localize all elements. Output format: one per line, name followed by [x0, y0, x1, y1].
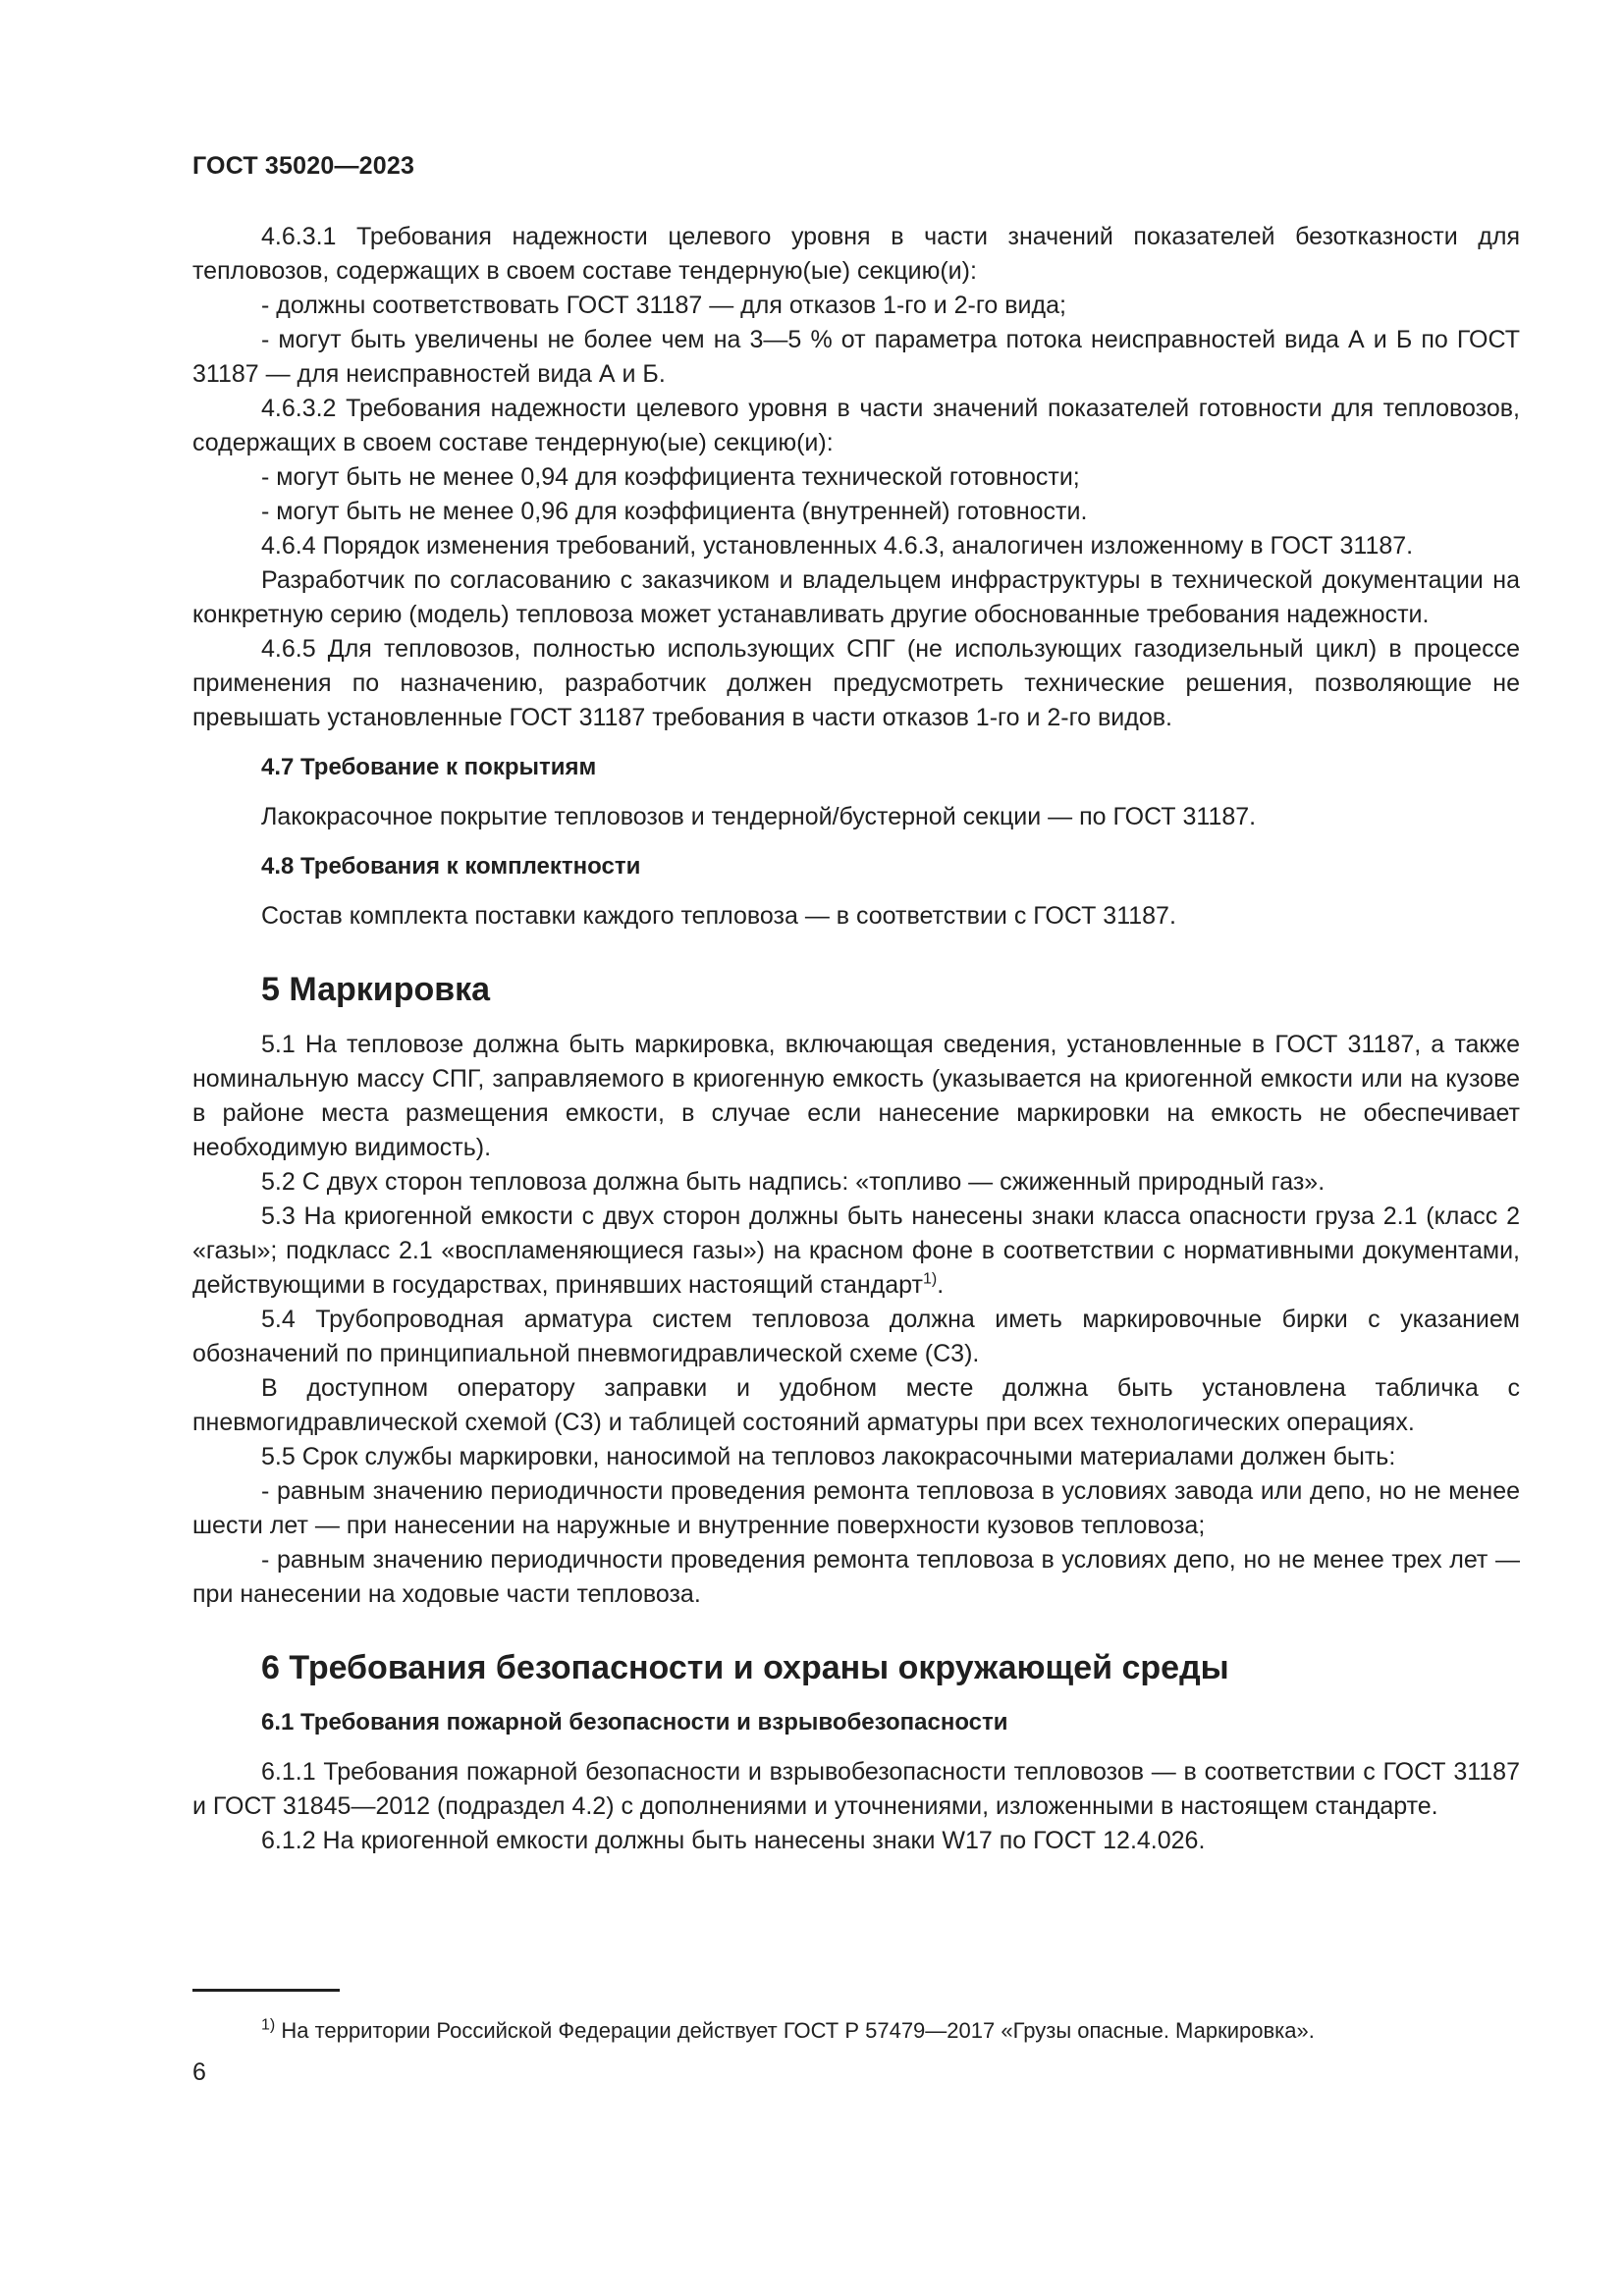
- footnote: [261, 2016, 1315, 2046]
- footnote-text: На территории Российской Федерации действует ГОСТ Р 57479—2017 «Грузы опасные. Маркировка».: [275, 2018, 1315, 2043]
- heading-4-7: 4.7 Требование к покрытиям: [261, 754, 597, 780]
- clause-5-5: 5.5 Срок службы маркировки, наносимой на тепловоз лакокрасочными материалами должен быть:: [261, 1443, 1396, 1470]
- clause-4-6-3-1-item-a: - должны соответствовать ГОСТ 31187 — для отказов 1-го и 2-го вида;: [261, 292, 1066, 319]
- clause-4-6-3-2-item-a: - могут быть не менее 0,94 для коэффициента технической готовности;: [261, 463, 1080, 491]
- clause-5-2: 5.2 С двух сторон тепловоза должна быть надпись: «топливо — сжиженный природный газ».: [261, 1168, 1326, 1196]
- clause-5-3-end: .: [937, 1271, 945, 1299]
- clause-4-6-3-1-item-b: - могут быть увеличены не более чем на 3—5 % от параметра потока неисправностей вида А и Б по ГОСТ 31187 — для неисправностей вида А и Б.: [192, 326, 1520, 388]
- clause-5-5-item-b: - равным значению периодичности проведения ремонта тепловоза в условиях депо, но не менее трех лет — при нанесении на ходовые части тепловоза.: [192, 1546, 1520, 1608]
- heading-4-8: 4.8 Требования к комплектности: [261, 853, 641, 880]
- clause-4-6-4: 4.6.4 Порядок изменения требований, установленных 4.6.3, аналогичен изложенному в ГОСТ 31187.: [261, 532, 1414, 560]
- clause-5-4: 5.4 Трубопроводная арматура систем тепловоза должна иметь маркировочные бирки с указанием обозначений по принципиальной пневмогидравлической схеме (С3).: [192, 1306, 1520, 1367]
- clause-5-3-text: 5.3 На криогенной емкости с двух сторон должны быть нанесены знаки класса опасности груза 2.1 (класс 2 «газы»; подкласс 2.1 «воспламеняющиеся газы») на красном фоне в соответствии с нормативными документами, действующими в государствах, принявших настоящий стандарт: [192, 1202, 1520, 1299]
- clause-6-1-1: 6.1.1 Требования пожарной безопасности и взрывобезопасности тепловозов — в соответствии с ГОСТ 31187 и ГОСТ 31845—2012 (подраздел 4.2) с дополнениями и уточнениями, изложенными в настоящем стандарте.: [192, 1758, 1520, 1820]
- footnote-divider: [192, 1989, 340, 1992]
- clause-5-3: [192, 1200, 1520, 1303]
- clause-4-6-3-2: 4.6.3.2 Требования надежности целевого уровня в части значений показателей готовности для тепловозов, содержащих в своем составе тендерную(ые) секцию(и):: [192, 395, 1520, 456]
- clause-5-1: 5.1 На тепловозе должна быть маркировка, включающая сведения, установленные в ГОСТ 31187, а также номинальную массу СПГ, заправляемого в криогенную емкость (указывается на криогенной емкости или на кузове в районе места размещения емкости, в случае если нанесение маркировки на емкость не обеспечивает необходимую видимость).: [192, 1031, 1520, 1161]
- heading-section-5: 5 Маркировка: [261, 971, 491, 1008]
- clause-5-4-plate: В доступном оператору заправки и удобном месте должна быть установлена табличка с пневмогидравлической схемой (С3) и таблицей состояний арматуры при всех технологических операциях.: [192, 1374, 1520, 1436]
- clause-4-6-5: 4.6.5 Для тепловозов, полностью использующих СПГ (не использующих газодизельный цикл) в процессе применения по назначению, разработчик должен предусмотреть технические решения, позволяющие не превышать установленные ГОСТ 31187 требования в части отказов 1-го и 2-го видов.: [192, 635, 1520, 731]
- clause-4-8-text: Состав комплекта поставки каждого тепловоза — в соответствии с ГОСТ 31187.: [261, 902, 1176, 930]
- footnote-reference: 1): [922, 1270, 938, 1288]
- clause-4-7-text: Лакокрасочное покрытие тепловозов и тендерной/бустерной секции — по ГОСТ 31187.: [261, 803, 1257, 830]
- heading-section-6: 6 Требования безопасности и охраны окружающей среды: [261, 1649, 1229, 1686]
- footnote-marker: 1): [261, 2016, 276, 2034]
- document-body: [192, 220, 1520, 1858]
- document-code: ГОСТ 35020—2023: [192, 152, 415, 180]
- clause-4-6-3-1: 4.6.3.1 Требования надежности целевого уровня в части значений показателей безотказности для тепловозов, содержащих в своем составе тендерную(ые) секцию(и):: [192, 223, 1520, 285]
- page-number: 6: [192, 2058, 206, 2086]
- heading-6-1: 6.1 Требования пожарной безопасности и взрывобезопасности: [261, 1709, 1008, 1735]
- clause-4-6-4-developer: Разработчик по согласованию с заказчиком и владельцем инфраструктуры в технической документации на конкретную серию (модель) тепловоза может устанавливать другие обоснованные требования надежности.: [192, 566, 1520, 628]
- clause-4-6-3-2-item-b: - могут быть не менее 0,96 для коэффициента (внутренней) готовности.: [261, 498, 1088, 525]
- clause-5-5-item-a: - равным значению периодичности проведения ремонта тепловоза в условиях завода или депо, но не менее шести лет — при нанесении на наружные и внутренние поверхности кузовов тепловоза;: [192, 1477, 1520, 1539]
- clause-6-1-2: 6.1.2 На криогенной емкости должны быть нанесены знаки W17 по ГОСТ 12.4.026.: [261, 1827, 1206, 1854]
